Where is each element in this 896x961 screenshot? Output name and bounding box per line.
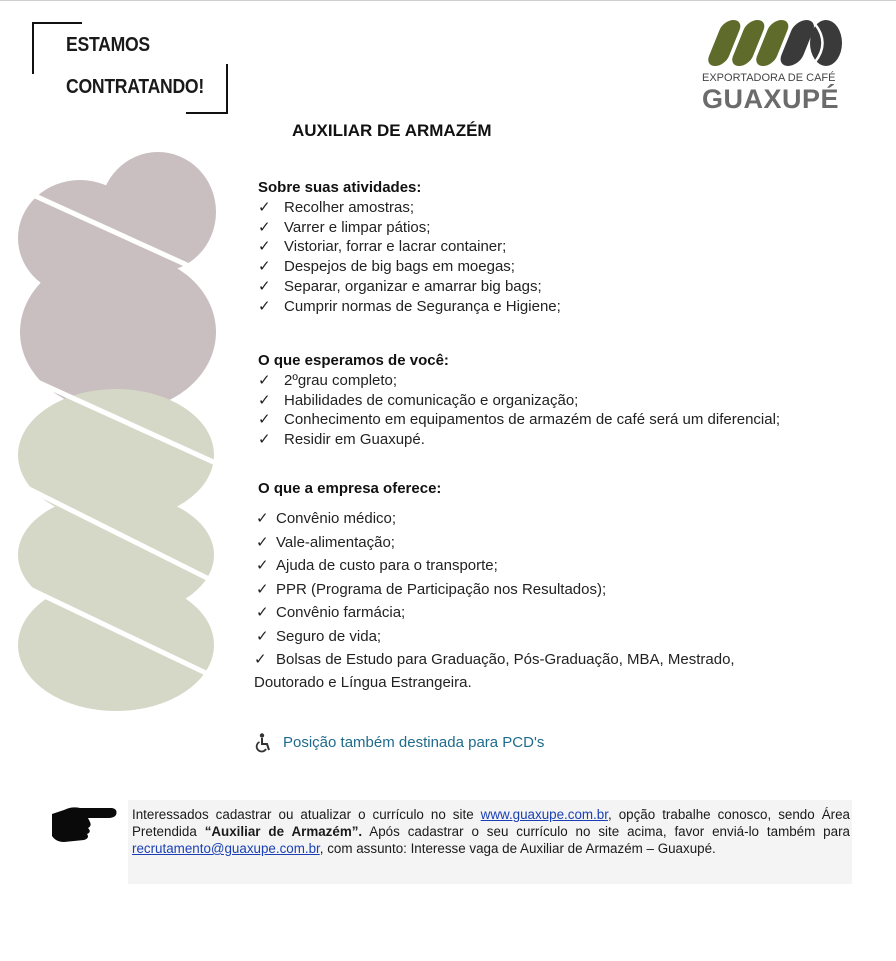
list-item: ✓ Despejos de big bags em moegas; [258, 258, 515, 276]
job-title: AUXILIAR DE ARMAZÉM [292, 121, 492, 140]
wheelchair-icon [255, 733, 273, 753]
check-icon: ✓ [258, 277, 271, 295]
list-item: ✓ Habilidades de comunicação e organização; [258, 391, 579, 409]
list-item: ✓ PPR (Programa de Participação nos Resultados); [256, 578, 735, 602]
email-link[interactable]: recrutamento@guaxupe.com.br [132, 841, 320, 856]
activities-section [258, 178, 561, 316]
check-icon: ✓ [258, 411, 271, 429]
list-item: ✓ Separar, organizar e amarrar big bags; [258, 277, 542, 295]
logo-subtitle: EXPORTADORA DE CAFÉ [702, 72, 836, 84]
top-border [0, 0, 896, 1]
list-item: ✓ Vale-alimentação; [256, 531, 735, 555]
hiring-badge [32, 22, 228, 114]
check-icon: ✓ [258, 372, 271, 389]
badge-line-2: CONTRATANDO! [66, 76, 204, 98]
check-icon: ✓ [256, 533, 269, 551]
decorative-beans-graphic [16, 150, 226, 715]
list-item: ✓ Ajuda de custo para o transporte; [256, 554, 735, 578]
list-item: ✓ Residir em Guaxupé. [258, 431, 425, 449]
coffee-beans-logo-icon [702, 14, 844, 70]
list-item: ✓ 2ºgrau completo; [258, 372, 398, 389]
check-icon: ✓ [256, 510, 269, 527]
benefits-last-item-continuation: Doutorado e Língua Estrangeira. [254, 673, 472, 691]
list-item: ✓ Varrer e limpar pátios; [258, 218, 431, 236]
expectations-heading: O que esperamos de você: [258, 352, 449, 369]
check-icon: ✓ [258, 218, 271, 236]
site-link[interactable]: www.guaxupe.com.br [480, 807, 608, 822]
badge-line-1: ESTAMOS [66, 34, 150, 56]
list-item: ✓ Convênio farmácia; [256, 601, 735, 625]
list-item: ✓ Recolher amostras; [258, 199, 415, 216]
check-icon: ✓ [258, 297, 271, 315]
check-icon: ✓ [258, 258, 271, 276]
pcd-note: Posição também destinada para PCD's [255, 733, 544, 753]
area-name: “Auxiliar de Armazém”. [204, 824, 363, 839]
benefits-heading: O que a empresa oferece: [258, 480, 442, 497]
list-item: ✓ Convênio médico; [256, 507, 735, 531]
list-item: ✓ Conhecimento em equipamentos de armazém de café será um diferencial; [258, 411, 781, 429]
check-icon: ✓ [256, 557, 269, 574]
check-icon: ✓ [256, 604, 269, 621]
check-icon: ✓ [258, 199, 271, 216]
application-info-box [128, 800, 852, 884]
list-item: ✓ Vistoriar, forrar e lacrar container; [258, 238, 507, 256]
check-icon: ✓ [258, 391, 271, 409]
check-icon: ✓ [256, 580, 269, 598]
application-instructions: Interessados cadastrar ou atualizar o currículo no site www.guaxupe.com.br, opção trabalhe conosco, sendo Área Pretendida “Auxiliar de Armazém”. Após cadastrar o seu currículo no site acima, favor enviá-lo também para recrutamento@guaxupe.com.br, com assunto: Interesse vaga de Auxiliar de Armazém – Guaxupé. [132, 807, 850, 856]
activities-heading: Sobre suas atividades: [258, 179, 422, 196]
list-item: ✓ Bolsas de Estudo para Graduação, Pós-Graduação, MBA, Mestrado, [254, 648, 735, 672]
logo-name: GUAXUPÉ [702, 84, 840, 114]
list-item: ✓ Cumprir normas de Segurança e Higiene; [258, 297, 561, 315]
check-icon: ✓ [254, 651, 267, 668]
check-icon: ✓ [256, 627, 269, 645]
benefits-section [256, 479, 735, 694]
check-icon: ✓ [258, 431, 271, 449]
company-logo [700, 14, 850, 118]
expectations-section [258, 351, 780, 450]
pointing-hand-icon [50, 802, 118, 846]
check-icon: ✓ [258, 238, 271, 256]
list-item: ✓ Seguro de vida; [256, 625, 735, 649]
